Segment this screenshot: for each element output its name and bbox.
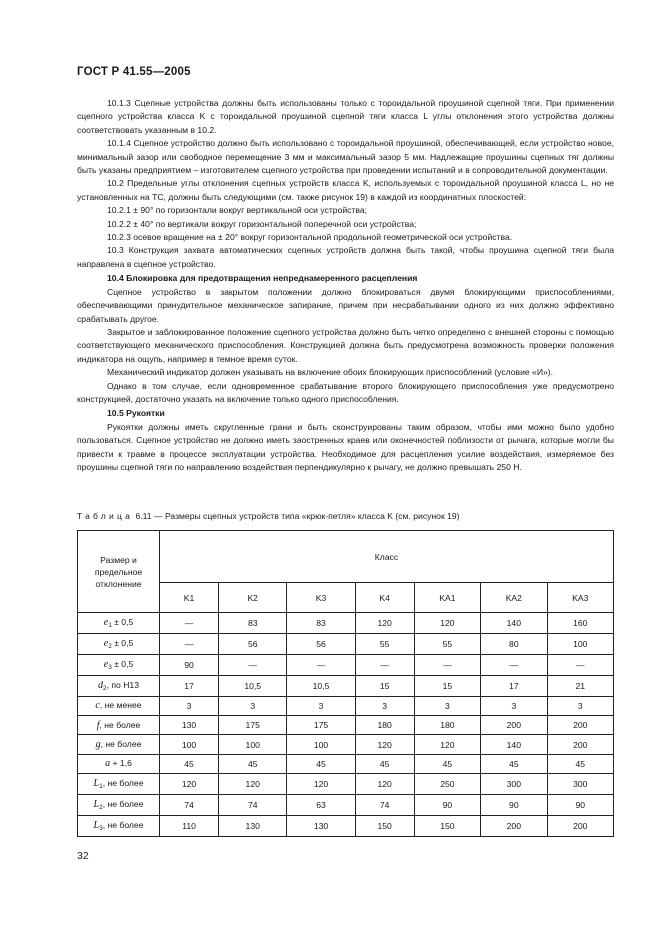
paragraph-10-4-b: Закрытое и заблокированное положение сцепного устройства должно быть четко определено с внешней стороны с помощью соответствующего механического приспособления. Конструкцией должна быть предусмотрена возможность проверки положения индикатора на ощупь, например в темное время суток.: [77, 326, 614, 364]
table-cell: 110: [160, 815, 219, 836]
table-cell: 74: [160, 795, 219, 816]
table-cell: 150: [414, 815, 480, 836]
table-cell: 300: [547, 774, 613, 795]
dimension-label: [78, 735, 160, 754]
table-cell: 120: [160, 774, 219, 795]
table-cell: —: [547, 654, 613, 675]
table-cell: 180: [355, 716, 414, 735]
dimension-tolerance: , не более: [102, 798, 144, 809]
table-cell: 150: [355, 815, 414, 836]
dimension-symbol: c: [95, 700, 100, 712]
table-row: [78, 815, 614, 836]
dimension-tolerance: , не более: [100, 739, 142, 750]
paragraph-10-4-c: Механический индикатор должен указывать на включение обоих блокирующих приспособлений (условие «И»).: [107, 367, 554, 378]
paragraph-10-1-4: 10.1.4 Сцепное устройство должно быть использовано с тороидальной проушиной, обеспечивающей, если устройство новое, минимальный зазор или свободное перемещение 3 мм и максимальный зазор 5 мм. Надлежащие проушины сцепных тяг должны быть указаны предприятием – изготовителем сцепного устройства при проведении испытаний и в сопроводительной документации.: [77, 138, 614, 176]
table-cell: 45: [481, 754, 547, 773]
table-cell: 120: [414, 613, 480, 634]
dimension-label: [78, 716, 160, 735]
dimension-index: 1: [99, 783, 103, 791]
paragraph-10-2: 10.2 Предельные углы отклонения сцепных устройств класса K, используемых с тороидальной проушиной класса L, но не установленных на ТС, должны быть следующими (см. также рисунок 19) в каждой из координатных плоскостей:: [77, 178, 614, 202]
table-cell: 200: [481, 716, 547, 735]
dimension-tolerance: , по H13: [106, 679, 139, 690]
class-column-header: K1: [160, 583, 219, 613]
dimension-index: 2: [103, 684, 107, 692]
table-cell: 45: [355, 754, 414, 773]
class-column-header: K4: [355, 583, 414, 613]
dimension-tolerance: ± 0,5: [111, 637, 134, 648]
table-cell: 3: [414, 696, 480, 715]
dimension-label: [78, 774, 160, 795]
table-cell: 21: [547, 675, 613, 696]
table-cell: 120: [219, 774, 287, 795]
table-cell: —: [160, 613, 219, 634]
table-row: [78, 633, 614, 654]
table-cell: 45: [160, 754, 219, 773]
table-row: [78, 654, 614, 675]
table-cell: 15: [355, 675, 414, 696]
paragraph-10-4-d: Однако в том случае, если одновременное срабатывание второго блокирующего приспособления уже предусмотрено конструкцией, достаточно указать на включение только одного приспособления.: [77, 380, 614, 404]
dimension-tolerance: , не более: [99, 719, 141, 730]
table-row: [78, 716, 614, 735]
table-cell: 100: [219, 735, 287, 754]
dimension-label: [78, 754, 160, 773]
dimension-tolerance: ± 0,5: [111, 616, 134, 627]
table-cell: 100: [160, 735, 219, 754]
table-cell: 100: [287, 735, 355, 754]
paragraph-10-5: Рукоятки должны иметь скругленные грани и быть сконструированы таким образом, чтобы ими можно было удобно пользоваться. Сцепное устройство не должно иметь заостренных краев или оконечностей поблизости от рычага, которые могли бы привести к травме в процессе эксплуатации устройства. Необходимое для расцепления усилие воздействия, измеряемое без проушины сцепной тяги по направлению воздействия перпендикулярно к рычагу, не должно превышать 250 Н.: [77, 421, 614, 472]
paragraph-10-2-2: 10.2.2 ± 40° по вертикали вокруг горизонтальной поперечной оси устройства;: [107, 218, 417, 229]
table-row: [78, 696, 614, 715]
dimension-symbol: e: [103, 637, 109, 649]
table-cell: 160: [547, 613, 613, 634]
table-cell: 3: [287, 696, 355, 715]
table-row: [78, 675, 614, 696]
class-column-header: K2: [219, 583, 287, 613]
dimension-index: 1: [108, 621, 112, 629]
table-cell: 3: [160, 696, 219, 715]
table-cell: 140: [481, 735, 547, 754]
dimension-symbol: L: [93, 798, 100, 810]
table-lead-header: Размер и предельное отклонение: [78, 531, 160, 613]
table-cell: 250: [414, 774, 480, 795]
dimension-index: 3: [108, 663, 112, 671]
table-caption-prefix: Таблица: [77, 511, 134, 521]
table-cell: 90: [414, 795, 480, 816]
table-cell: 63: [287, 795, 355, 816]
dimension-symbol: e: [103, 658, 109, 670]
dimension-label: [78, 795, 160, 816]
dimension-label: [78, 633, 160, 654]
table-row: [78, 613, 614, 634]
paragraph-10-4-a: Сцепное устройство в закрытом положении должно блокироваться двумя блокирующими приспособлениями, обеспечивающими принудительное механическое запирание, причем при несрабатывании одного из них должно эффективно срабатывать другое.: [77, 286, 614, 324]
dimension-symbol: a: [105, 758, 111, 770]
table-cell: 55: [355, 633, 414, 654]
table-cell: 3: [355, 696, 414, 715]
dimension-symbol: e: [103, 616, 109, 628]
table-cell: 45: [414, 754, 480, 773]
dimension-label: [78, 675, 160, 696]
table-cell: 83: [287, 613, 355, 634]
table-cell: 10,5: [287, 675, 355, 696]
dimension-index: 3: [99, 824, 103, 832]
table-cell: 130: [160, 716, 219, 735]
dimension-index: 2: [99, 803, 103, 811]
dimension-tolerance: ± 0,5: [111, 658, 134, 669]
table-cell: —: [355, 654, 414, 675]
table-cell: 3: [547, 696, 613, 715]
table-cell: —: [414, 654, 480, 675]
table-cell: —: [219, 654, 287, 675]
paragraph-10-2-1: 10.2.1 ± 90° по горизонтали вокруг вертикальной оси устройства;: [107, 205, 368, 216]
table-cell: —: [287, 654, 355, 675]
table-cell: 200: [547, 716, 613, 735]
table-cell: 300: [481, 774, 547, 795]
dimension-label: [78, 815, 160, 836]
table-cell: 74: [219, 795, 287, 816]
table-cell: 120: [355, 735, 414, 754]
dimension-tolerance: , не более: [102, 819, 144, 830]
table-cell: 3: [219, 696, 287, 715]
table-row: [78, 774, 614, 795]
dimension-label: [78, 613, 160, 634]
table-class-header: Класс: [160, 531, 614, 583]
table-cell: 56: [287, 633, 355, 654]
table-cell: 45: [287, 754, 355, 773]
table-cell: —: [160, 633, 219, 654]
dimension-tolerance: , не более: [102, 778, 144, 789]
table-cell: 45: [547, 754, 613, 773]
table-cell: 200: [481, 815, 547, 836]
section-title-10-5: 10.5 Рукоятки: [107, 408, 165, 419]
table-cell: 90: [547, 795, 613, 816]
paragraph-10-1-3: 10.1.3 Сцепные устройства должны быть использованы только с тороидальной проушиной сцепной тяги. При применении сцепного устройства класса K с тороидальной проушиной сцепной тяги класса L углы отклонения этого устройства должны соответствовать указанным в 10.2.: [77, 98, 614, 135]
table-cell: 17: [160, 675, 219, 696]
table-cell: 120: [355, 613, 414, 634]
table-caption: [77, 511, 460, 521]
dimension-symbol: L: [93, 778, 100, 790]
class-column-header: KA1: [414, 583, 480, 613]
table-cell: 15: [414, 675, 480, 696]
table-cell: 83: [219, 613, 287, 634]
dimension-tolerance: , не менее: [99, 700, 142, 711]
section-title-10-4: 10.4 Блокировка для предотвращения непреднамеренного расцепления: [107, 273, 418, 284]
paragraph-10-2-3: 10.2.3 осевое вращение на ± 20° вокруг горизонтальной продольной геометрической оси устройства.: [107, 232, 513, 243]
table-cell: 80: [481, 633, 547, 654]
table-cell: 140: [481, 613, 547, 634]
table-cell: 90: [160, 654, 219, 675]
table-cell: 120: [355, 774, 414, 795]
dimensions-table: [77, 530, 614, 837]
dimension-symbol: f: [96, 719, 100, 731]
class-column-header: K3: [287, 583, 355, 613]
table-cell: 200: [547, 815, 613, 836]
table-cell: 130: [287, 815, 355, 836]
table-cell: 90: [481, 795, 547, 816]
table-cell: 3: [481, 696, 547, 715]
class-column-header: KA2: [481, 583, 547, 613]
table-cell: 175: [287, 716, 355, 735]
table-cell: 74: [355, 795, 414, 816]
paragraph-10-3: 10.3 Конструкция захвата автоматических сцепных устройств должна быть такой, чтобы проушина сцепной тяги была направлена в сцепное устройство.: [77, 245, 614, 269]
table-cell: 55: [414, 633, 480, 654]
table-cell: 120: [414, 735, 480, 754]
dimension-label: [78, 696, 160, 715]
table-row: [78, 795, 614, 816]
class-column-header: KA3: [547, 583, 613, 613]
table-cell: 200: [547, 735, 613, 754]
document-body: [77, 97, 614, 474]
table-cell: 130: [219, 815, 287, 836]
dimension-label: [78, 654, 160, 675]
document-header: ГОСТ Р 41.55—2005: [77, 66, 191, 78]
table-row: [78, 754, 614, 773]
table-cell: 100: [547, 633, 613, 654]
table-cell: 120: [287, 774, 355, 795]
table-row: [78, 735, 614, 754]
dimension-index: 2: [108, 642, 112, 650]
table-cell: 56: [219, 633, 287, 654]
table-cell: 10,5: [219, 675, 287, 696]
table-caption-text: 6.11 — Размеры сцепных устройств типа «крюк-петля» класса K (см. рисунок 19): [133, 511, 460, 521]
dimension-tolerance: + 1,6: [110, 758, 132, 769]
table-cell: 175: [219, 716, 287, 735]
table-cell: 17: [481, 675, 547, 696]
dimension-symbol: d: [98, 679, 103, 691]
table-cell: 180: [414, 716, 480, 735]
table-cell: 45: [219, 754, 287, 773]
page-number: 32: [77, 850, 89, 862]
table-cell: —: [481, 654, 547, 675]
dimension-symbol: L: [93, 819, 100, 831]
dimension-symbol: g: [95, 739, 101, 751]
